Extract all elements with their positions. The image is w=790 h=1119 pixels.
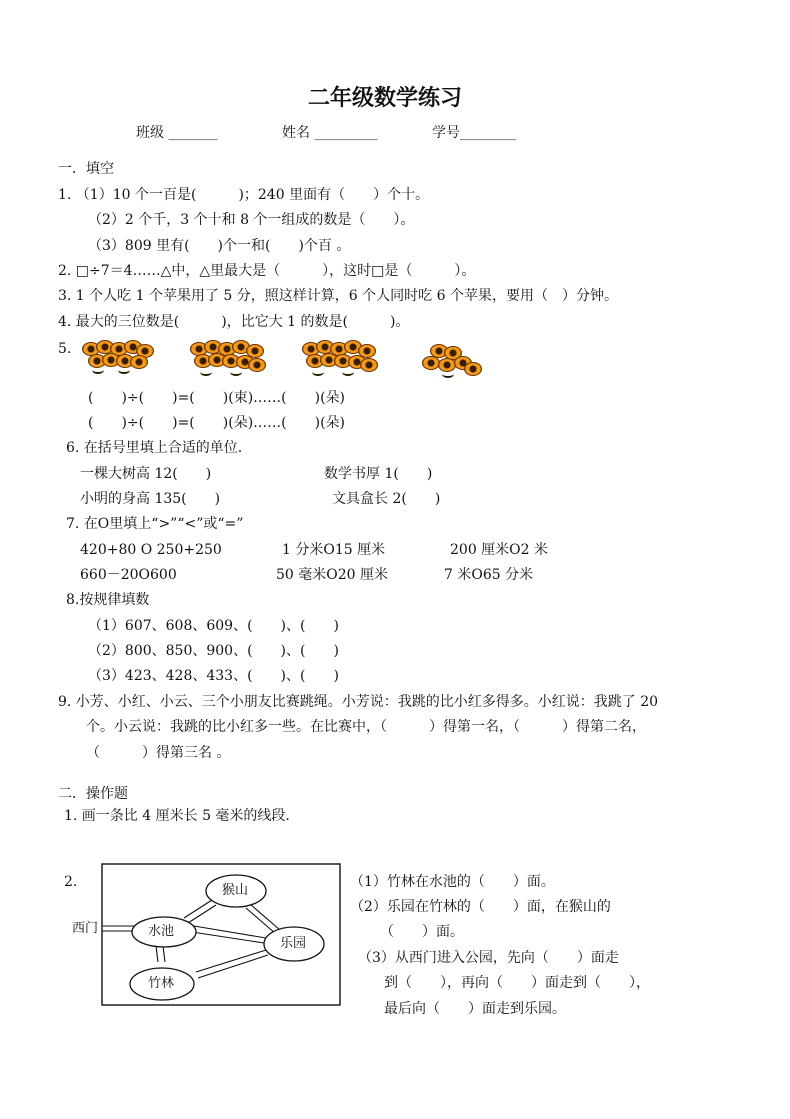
flower-group-3-icon <box>302 338 376 380</box>
s2-q2-line-5: 到（ ），再向（ ）面走到（ ）， <box>384 975 650 991</box>
q6-item-3: 小明的身高 135( ) <box>80 491 221 507</box>
s2-q1-line: 1. 画一条比 4 厘米长 5 毫米的线段. <box>64 808 290 824</box>
q7-item-4: 660－20O600 <box>80 567 177 583</box>
q7-item-6: 7 米O65 分米 <box>444 567 534 583</box>
q7-item-3: 200 厘米O2 米 <box>450 542 549 558</box>
q5-number: 5. <box>58 341 72 357</box>
q1-line-3: （3）809 里有( )个一和( )个百 。 <box>88 238 351 254</box>
q5-line-2: ( )÷( )=( )(朵)……( )(朵) <box>88 415 346 431</box>
q8-item-1: （1）607、608、609、( )、( ) <box>88 618 339 634</box>
q7-item-5: 50 毫米O20 厘米 <box>276 567 389 583</box>
q9-line-3: （ ）得第三名 。 <box>86 745 231 761</box>
s2-q2-number: 2. <box>64 874 78 890</box>
s2-q2-line-6: 最后向（ ）面走到乐园。 <box>384 1001 566 1017</box>
q6-item-1: 一棵大树高 12( ) <box>80 466 212 482</box>
q7-item-1: 420+80 O 250+250 <box>80 542 222 558</box>
q6-item-4: 文具盒长 2( ) <box>332 491 441 507</box>
q8-item-2: （2）800、850、900、( )、( ) <box>88 643 339 659</box>
flower-group-1-icon <box>82 338 152 378</box>
s2-q2-line-1: （1）竹林在水池的（ ）面。 <box>350 874 555 890</box>
map-label-west-gate: 西门 <box>72 921 99 936</box>
s2-q2-line-4: （3）从西门进入公园，先向（ ）面走 <box>358 950 619 966</box>
q1-line-2: （2）2 个千，3 个十和 8 个一组成的数是（ ）。 <box>88 212 415 228</box>
q6-item-2: 数学书厚 1( ) <box>324 466 433 482</box>
name-field[interactable]: 姓名 _________ <box>282 125 378 141</box>
flower-group-4-icon <box>422 344 480 380</box>
q8-heading: 8.按规律填数 <box>66 592 150 608</box>
map-label-pond: 水池 <box>148 924 175 939</box>
q3-line: 3. 1 个人吃 1 个苹果用了 5 分，照这样计算，6 个人同时吃 6 个苹果，要用（ ）分钟。 <box>58 288 618 304</box>
q1-line-1: 1. （1）10 个一百是( )；240 里面有（ ）个十。 <box>58 187 430 203</box>
s2-q2-line-2: （2）乐园在竹林的（ ）面，在猴山的 <box>350 899 611 915</box>
section2-heading: 二．操作题 <box>58 786 128 802</box>
q5-line-1: ( )÷( )=( )(束)……( )(朵) <box>88 390 346 406</box>
q8-item-3: （3）423、428、433、( )、( ) <box>88 668 339 684</box>
map-label-bamboo: 竹林 <box>148 976 175 991</box>
q6-heading: 6. 在括号里填上合适的单位. <box>66 440 243 456</box>
s2-q2-line-3: （ ）面。 <box>380 924 464 940</box>
q9-line-1: 9. 小芳、小红、小云、三个小朋友比赛跳绳。小芳说：我跳的比小红多得多。小红说：我跳了 20 <box>58 694 659 710</box>
q9-line-2: 个。小云说：我跳的比小红多一些。在比赛中，（ ）得第一名，（ ）得第二名， <box>86 719 646 735</box>
section1-heading: 一．填空 <box>58 161 114 177</box>
flower-group-2-icon <box>190 338 264 380</box>
student-id-field[interactable]: 学号________ <box>432 125 516 141</box>
map-label-park: 乐园 <box>280 936 307 951</box>
page-title: 二年级数学练习 <box>308 86 463 111</box>
map-label-monkey-hill: 猴山 <box>222 883 249 898</box>
q4-line: 4. 最大的三位数是( )，比它大 1 的数是( )。 <box>58 314 410 330</box>
q7-heading: 7. 在O里填上“>”“<”或“=” <box>66 516 244 532</box>
class-field[interactable]: 班级 _______ <box>136 125 218 141</box>
q7-item-2: 1 分米O15 厘米 <box>282 542 386 558</box>
q2-line: 2. □÷7＝4……△中，△里最大是（ ），这时□是（ ）。 <box>58 263 476 279</box>
